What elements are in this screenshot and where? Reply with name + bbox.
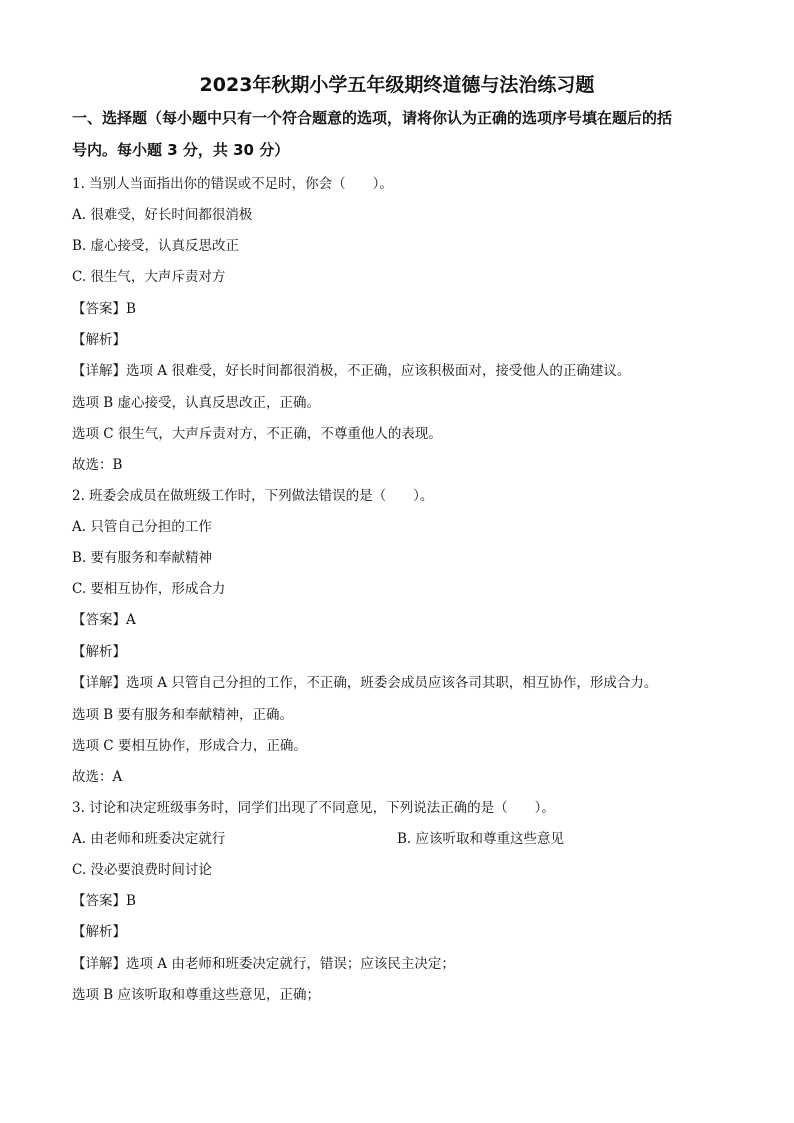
question-1-option-a: A. 很难受，好长时间都很消极 <box>72 207 253 223</box>
question-2-option-b: B. 要有服务和奉献精神 <box>72 550 213 566</box>
question-3-detail-2: 选项 B 应该听取和尊重这些意见，正确； <box>72 987 321 1003</box>
question-2-choice: 故选：A <box>72 769 123 785</box>
question-1-detail-1: 【详解】选项 A 很难受，好长时间都很消极，不正确，应该积极面对，接受他人的正确建议。 <box>72 363 631 379</box>
question-1-choice: 故选：B <box>72 457 123 473</box>
question-1-option-b: B. 虚心接受，认真反思改正 <box>72 238 240 254</box>
question-1-option-c: C. 很生气，大声斥责对方 <box>72 269 226 285</box>
question-2-detail-2: 选项 B 要有服务和奉献精神，正确。 <box>72 707 294 723</box>
question-3-analysis-label: 【解析】 <box>72 924 126 940</box>
question-2-option-a: A. 只管自己分担的工作 <box>72 519 212 535</box>
question-3-option-c: C. 没必要浪费时间讨论 <box>72 862 212 878</box>
page-title: 2023年秋期小学五年级期终道德与法治练习题 <box>199 74 595 96</box>
question-2-answer: 【答案】A <box>72 612 136 628</box>
question-1-detail-3: 选项 C 很生气，大声斥责对方，不正确，不尊重他人的表现。 <box>72 426 442 442</box>
question-3-answer: 【答案】B <box>72 893 136 909</box>
section-heading-line1: 一、选择题（每小题中只有一个符合题意的选项，请将你认为正确的选项序号填在题后的括 <box>72 109 673 127</box>
question-2-detail-3: 选项 C 要相互协作，形成合力，正确。 <box>72 738 307 754</box>
section-heading-line2: 号内。每小题 3 分，共 30 分） <box>72 141 290 159</box>
question-1-analysis-label: 【解析】 <box>72 332 126 348</box>
question-2-option-c: C. 要相互协作，形成合力 <box>72 581 226 597</box>
question-2-stem: 2. 班委会成员在做班级工作时，下列做法错误的是（ ）。 <box>72 488 434 504</box>
question-3-stem: 3. 讨论和决定班级事务时，同学们出现了不同意见，下列说法正确的是（ ）。 <box>72 800 555 816</box>
question-3-detail-1: 【详解】选项 A 由老师和班委决定就行，错误；应该民主决定； <box>72 956 455 972</box>
question-1-stem: 1. 当别人当面指出你的错误或不足时，你会（ ）。 <box>72 176 393 192</box>
question-1-detail-2: 选项 B 虚心接受，认真反思改正，正确。 <box>72 395 321 411</box>
question-2-analysis-label: 【解析】 <box>72 644 126 660</box>
question-1-answer: 【答案】B <box>72 301 136 317</box>
question-3-option-b: B. 应该听取和尊重这些意见 <box>397 831 565 847</box>
question-2-detail-1: 【详解】选项 A 只管自己分担的工作，不正确，班委会成员应该各司其职，相互协作，形成合力。 <box>72 675 658 691</box>
question-3-option-a: A. 由老师和班委决定就行 <box>72 831 226 847</box>
